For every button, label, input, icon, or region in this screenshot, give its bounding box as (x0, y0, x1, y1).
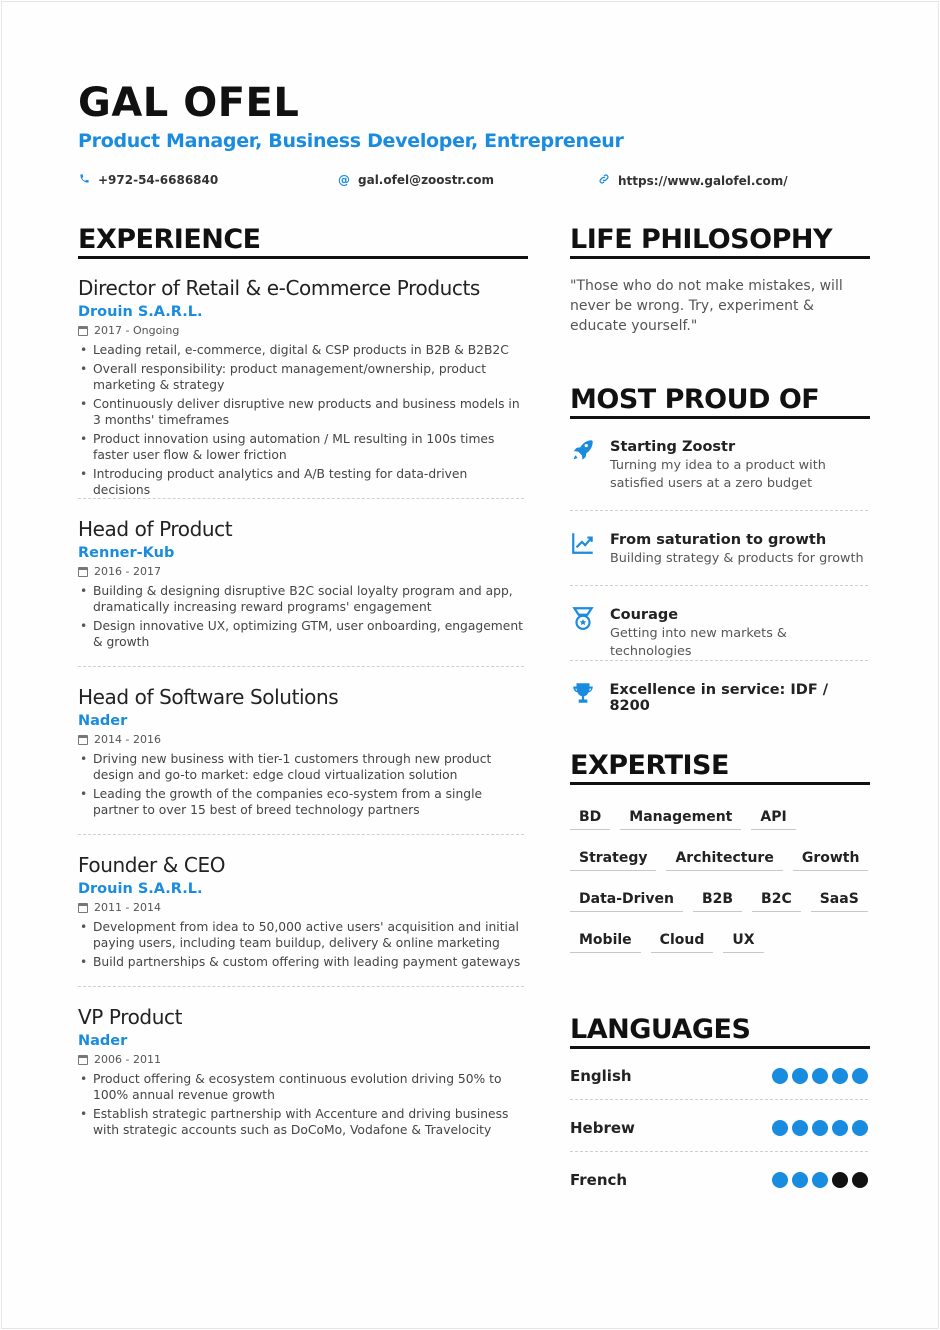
level-dot-filled (852, 1120, 868, 1136)
job-entry (78, 1005, 524, 1141)
language-name: French (570, 1171, 628, 1189)
job-entry (78, 853, 524, 973)
job-divider (78, 498, 524, 499)
expertise-tag: B2B (693, 886, 742, 912)
expertise-heading: EXPERTISE (570, 750, 870, 785)
tag-row (570, 886, 870, 912)
job-company: Nader (78, 713, 128, 729)
calendar-icon (78, 326, 88, 336)
calendar-icon (78, 903, 88, 913)
proud-desc: Getting into new markets & technologies (610, 626, 787, 659)
level-dot-empty (832, 1172, 848, 1188)
job-bullet: • Introducing product analytics and A/B testing for data-driven decisions (78, 466, 524, 498)
proud-divider (570, 660, 868, 661)
job-dates (78, 1053, 524, 1066)
calendar-icon (78, 735, 88, 745)
phone-icon (78, 173, 90, 187)
contact-email[interactable] (338, 173, 494, 187)
chart-line-icon (570, 530, 610, 568)
phone-text: +972-54-6686840 (98, 173, 219, 187)
proud-item (570, 605, 870, 661)
job-title: Head of Software Solutions (78, 685, 339, 709)
language-divider (570, 1099, 868, 1100)
person-subtitle: Product Manager, Business Developer, Entrepreneur (78, 130, 624, 152)
level-dot-filled (772, 1068, 788, 1084)
link-icon (598, 173, 610, 188)
job-dates-text: 2011 - 2014 (94, 901, 161, 914)
level-dot-filled (852, 1068, 868, 1084)
expertise-tag: Architecture (666, 845, 782, 871)
job-bullets (78, 1071, 524, 1138)
proud-title: Starting Zoostr (610, 439, 736, 455)
expertise-tag: SaaS (811, 886, 868, 912)
expertise-tag: Cloud (651, 927, 714, 953)
job-bullets (78, 751, 524, 818)
proud-title: From saturation to growth (610, 532, 827, 548)
job-company: Renner-Kub (78, 545, 175, 561)
job-dates-text: 2016 - 2017 (94, 565, 161, 578)
level-dot-filled (792, 1172, 808, 1188)
proud-item (570, 530, 870, 568)
trophy-icon (570, 680, 609, 714)
expertise-tag: B2C (752, 886, 801, 912)
level-dot-filled (812, 1172, 828, 1188)
job-divider (78, 834, 524, 835)
language-name: Hebrew (570, 1119, 635, 1137)
philosophy-quote: "Those who do not make mistakes, will never be wrong. Try, experiment & educate yourself." (570, 278, 843, 334)
proud-item (570, 437, 870, 493)
job-bullet: • Continuously deliver disruptive new products and business models in 3 months' timeframes (78, 396, 524, 428)
job-dates-text: 2017 - Ongoing (94, 324, 180, 337)
email-text: gal.ofel@zoostr.com (358, 173, 495, 187)
job-company: Drouin S.A.R.L. (78, 304, 203, 320)
tag-row (570, 845, 870, 871)
job-dates (78, 901, 524, 914)
job-bullet: • Build partnerships & custom offering with leading payment gateways (78, 954, 524, 970)
job-bullets (78, 583, 524, 650)
language-divider (570, 1151, 868, 1152)
life-philosophy-heading: LIFE PHILOSOPHY (570, 224, 870, 259)
job-title: Head of Product (78, 517, 233, 541)
level-dot-filled (772, 1172, 788, 1188)
language-row (570, 1154, 868, 1206)
job-dates (78, 324, 524, 337)
job-dates (78, 733, 524, 746)
job-bullet: • Leading the growth of the companies eco-system from a single partner to over 15 best of breed technology partners (78, 786, 524, 818)
rocket-icon (570, 437, 610, 493)
expertise-tag: UX (723, 927, 763, 953)
proud-desc: Turning my idea to a product with satisfied users at a zero budget (610, 458, 826, 491)
job-title: VP Product (78, 1005, 183, 1029)
job-bullet: • Development from idea to 50,000 active users' acquisition and initial paying users, including team buildup, delivery & online marketing (78, 919, 524, 951)
proud-title: Excellence in service: IDF / 8200 (609, 682, 829, 714)
language-row (570, 1050, 868, 1102)
experience-heading: EXPERIENCE (78, 224, 528, 259)
job-dates-text: 2014 - 2016 (94, 733, 161, 746)
contact-website[interactable] (598, 173, 788, 188)
job-bullet: • Product offering & ecosystem continuous evolution driving 50% to 100% annual revenue growth (78, 1071, 524, 1103)
job-bullet: • Leading retail, e-commerce, digital & CSP products in B2B & B2B2C (78, 342, 524, 358)
job-entry (78, 685, 524, 821)
languages-heading: LANGUAGES (570, 1014, 870, 1049)
language-level (772, 1172, 868, 1188)
job-bullet: • Driving new business with tier-1 customers through new product design and go-to market: edge cloud virtualization solution (78, 751, 524, 783)
job-divider (78, 666, 524, 667)
language-level (772, 1068, 868, 1084)
level-dot-filled (812, 1068, 828, 1084)
expertise-tag: Mobile (570, 927, 641, 953)
job-entry (78, 517, 524, 653)
most-proud-heading: MOST PROUD OF (570, 384, 870, 419)
expertise-tag: Growth (793, 845, 869, 871)
job-bullets (78, 342, 524, 498)
calendar-icon (78, 1055, 88, 1065)
proud-item (570, 680, 870, 714)
job-bullet: • Establish strategic partnership with Accenture and driving business with strategic accounts such as DoCoMo, Vodafone & Travelocity (78, 1106, 524, 1138)
job-entry (78, 276, 524, 501)
level-dot-filled (832, 1120, 848, 1136)
language-name: English (570, 1067, 632, 1085)
website-text: https://www.galofel.com/ (618, 173, 788, 188)
calendar-icon (78, 567, 88, 577)
job-bullet: • Building & designing disruptive B2C social loyalty program and app, dramatically increasing reward programs' engagement (78, 583, 524, 615)
at-icon: @ (338, 173, 350, 187)
job-bullet: • Design innovative UX, optimizing GTM, user onboarding, engagement & growth (78, 618, 524, 650)
tag-row (570, 927, 870, 953)
medal-icon (570, 605, 610, 661)
expertise-tag: API (751, 804, 795, 830)
job-bullets (78, 919, 524, 970)
level-dot-empty (852, 1172, 868, 1188)
language-level (772, 1120, 868, 1136)
resume-page (1, 1, 939, 1329)
level-dot-filled (772, 1120, 788, 1136)
level-dot-filled (832, 1068, 848, 1084)
tag-row (570, 804, 870, 830)
language-row (570, 1102, 868, 1154)
proud-divider (570, 510, 868, 511)
proud-desc: Building strategy & products for growth (610, 551, 864, 566)
job-company: Drouin S.A.R.L. (78, 881, 203, 897)
job-title: Founder & CEO (78, 853, 226, 877)
job-dates-text: 2006 - 2011 (94, 1053, 161, 1066)
expertise-tags (570, 804, 870, 968)
contact-phone[interactable] (78, 173, 218, 187)
job-divider (78, 986, 524, 987)
person-name: GAL OFEL (78, 80, 300, 126)
expertise-tag: Management (620, 804, 741, 830)
expertise-tag: Data-Driven (570, 886, 683, 912)
proud-title: Courage (610, 607, 679, 623)
proud-divider (570, 585, 868, 586)
level-dot-filled (792, 1068, 808, 1084)
expertise-tag: BD (570, 804, 610, 830)
level-dot-filled (792, 1120, 808, 1136)
level-dot-filled (812, 1120, 828, 1136)
job-bullet: • Product innovation using automation / ML resulting in 100s times faster user flow & lower friction (78, 431, 524, 463)
job-bullet: • Overall responsibility: product management/ownership, product marketing & strategy (78, 361, 524, 393)
expertise-tag: Strategy (570, 845, 656, 871)
job-company: Nader (78, 1033, 128, 1049)
job-dates (78, 565, 524, 578)
job-title: Director of Retail & e-Commerce Products (78, 276, 480, 300)
